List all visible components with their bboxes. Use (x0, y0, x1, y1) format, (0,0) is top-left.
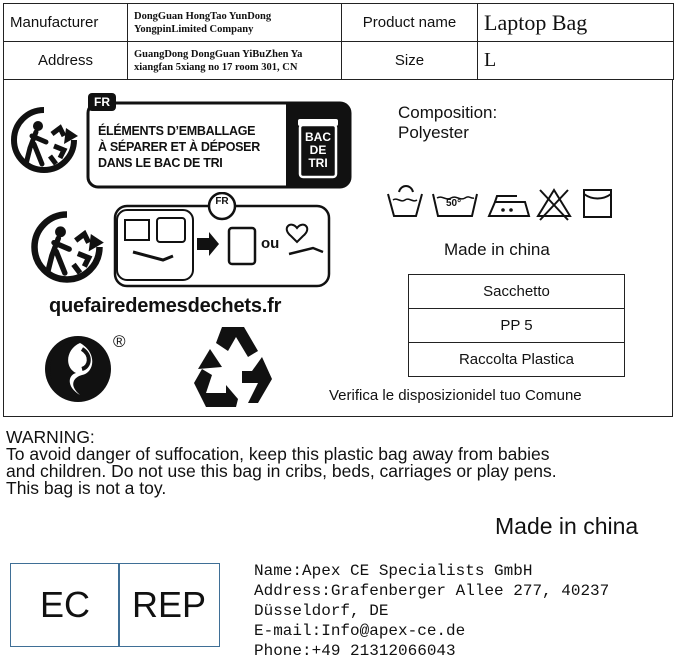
website-text: quefairedemesdechets.fr (49, 295, 282, 317)
recycle-table (408, 274, 625, 377)
warning-line1: To avoid danger of suffocation, keep this plastic bag away from babies (6, 444, 550, 464)
triman-line1: ÉLÉMENTS D’EMBALLAGE (98, 124, 256, 138)
product-name-label: Product name (342, 4, 478, 42)
warning-line2: and children. Do not use this bag in cribs, beds, carriages or play pens. (6, 461, 557, 481)
manufacturer-line1: DongGuan HongTao YunDong (134, 10, 272, 22)
recycle-row-1: Sacchetto (409, 275, 624, 309)
manufacturer-label: Manufacturer (4, 4, 128, 42)
triman-text (98, 123, 260, 171)
recycle-icon (192, 323, 274, 409)
bin-line3: TRI (308, 156, 328, 170)
address-value (128, 42, 342, 80)
no-bleach-icon (538, 190, 570, 220)
ec-rep-name: Name:Apex CE Specialists GmbH (254, 562, 533, 580)
care-icons (385, 182, 625, 222)
hand-wash-icon (388, 186, 422, 216)
address-line2: xiangfan 5xiang no 17 room 301, CN (134, 61, 298, 73)
warning-line3: This bag is not a toy. (6, 478, 167, 498)
info-tri-box (113, 192, 331, 288)
rep-box: REP (118, 563, 220, 647)
address-line1: GuangDong DongGuan YiBuZhen Ya (134, 48, 303, 60)
manufacturer-value (128, 4, 342, 42)
bin-line2: DE (309, 143, 327, 157)
ec-rep-email: E-mail:Info@apex-ce.de (254, 622, 466, 640)
composition-block (398, 103, 497, 143)
tumble-dry-icon (584, 190, 611, 217)
ou-text: ou (261, 235, 280, 252)
triman-line2: À SÉPARER ET À DÉPOSER (98, 140, 260, 154)
product-name-value: Laptop Bag (478, 4, 674, 42)
made-in-large: Made in china (495, 513, 639, 539)
address-label: Address (4, 42, 128, 80)
ec-rep-details (254, 561, 609, 661)
made-in-small: Made in china (444, 240, 550, 259)
bin-label (296, 131, 340, 170)
ec-rep-phone: Phone:+49 21312066043 (254, 642, 456, 660)
iron-icon (489, 196, 529, 216)
manufacturer-line2: YongpinLimited Company (134, 23, 254, 35)
triman-logo-icon (8, 104, 80, 176)
green-dot-icon (42, 333, 114, 405)
recycle-note: Verifica le disposizionidel tuo Comune (329, 387, 582, 404)
wash-temp-label: 50° (446, 198, 462, 209)
ec-rep-city: Düsseldorf, DE (254, 602, 389, 620)
fr-badge: FR (94, 95, 110, 109)
size-value: L (478, 42, 674, 80)
bin-line1: BAC (305, 130, 331, 144)
recycle-row-3: Raccolta Plastica (458, 351, 575, 368)
size-label: Size (342, 42, 478, 80)
triman-logo-2-icon (28, 208, 106, 286)
warning-text (6, 429, 666, 497)
triman-info-box (86, 93, 354, 189)
composition-label: Composition: (398, 103, 498, 122)
warning-title: WARNING: (6, 427, 95, 447)
ec-rep-address: Address:Grafenberger Allee 277, 40237 (254, 582, 610, 600)
recycle-row-2: PP 5 (409, 309, 624, 343)
composition-value: Polyester (398, 123, 469, 142)
registered-mark: ® (113, 332, 126, 351)
header-table (3, 3, 674, 80)
ec-box: EC (10, 563, 120, 647)
triman-line3: DANS LE BAC DE TRI (98, 156, 223, 170)
fr-badge-2: FR (215, 196, 229, 207)
